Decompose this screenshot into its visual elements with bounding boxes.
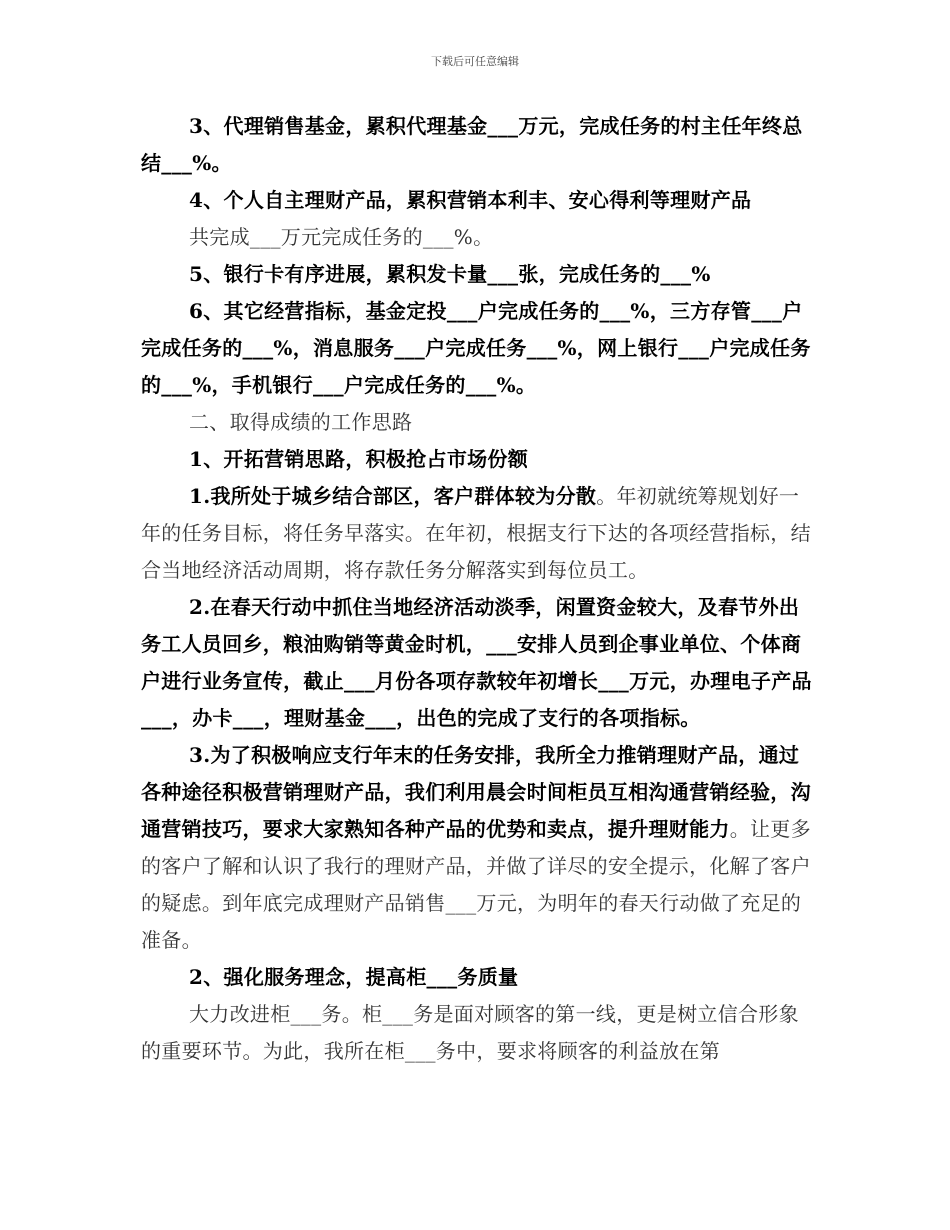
paragraph-text-bold: 1.我所处于城乡结合部区，客户群体较为分散 — [189, 484, 597, 508]
paragraph-point-3 — [141, 737, 813, 959]
heading-text: 2、强化服务理念，提高柜___务质量 — [189, 965, 519, 989]
heading-text: 1、开拓营销思路，积极抢占市场份额 — [189, 447, 529, 471]
paragraph-bank-cards — [141, 256, 813, 293]
heading-text: 二、取得成绩的工作思路 — [189, 410, 413, 434]
paragraph-text: 大力改进柜___务。柜___务是面对顾客的第一线，更是树立信合形象的重要环节。为此，我所在柜___务中，要求将顾客的利益放在第 — [141, 1002, 799, 1063]
paragraph-text: 4、个人自主理财产品，累积营销本利丰、安心得利等理财产品 — [189, 188, 752, 212]
paragraph-text: 共完成___万元完成任务的___%。 — [189, 225, 494, 249]
paragraph-text-normal: 。年初就统筹规划好一年的任务目标，将任务早落实。在年初，根据支行下达的各项经营指标，结合当地经济活动周期，将存款任务分解落实到每位员工。 — [141, 484, 811, 582]
paragraph-other-indicators — [141, 293, 813, 404]
paragraph-wealth-completion — [141, 219, 813, 256]
paragraph-fund-sales — [141, 108, 813, 182]
document-body — [141, 108, 813, 1070]
section-heading-work-ideas — [141, 404, 813, 441]
page-header: 下载后可任意编辑 — [431, 55, 519, 68]
paragraph-service-improvement — [141, 996, 813, 1070]
paragraph-text: 5、银行卡有序进展，累积发卡量___张，完成任务的___% — [189, 262, 711, 286]
paragraph-text-normal: 。让更多的客户了解和认识了我行的理财产品，并做了详尽的安全提示，化解了客户的疑虑。到年底完成理财产品销售___万元，为明年的春天行动做了充足的准备。 — [141, 817, 811, 952]
paragraph-point-2 — [141, 589, 813, 737]
paragraph-wealth-products — [141, 182, 813, 219]
subheading-service — [141, 959, 813, 996]
subheading-marketing — [141, 441, 813, 478]
paragraph-text-bold: 3.为了积极响应支行年末的任务安排，我所全力推销理财产品，通过各种途径积极营销理财产品，我们利用晨会时间柜员互相沟通营销经验，沟通营销技巧，要求大家熟知各种产品的优势和卖点，提升理财能力 — [141, 743, 811, 841]
paragraph-text: 6、其它经营指标，基金定投___户完成任务的___%，三方存管___户完成任务的___%，消息服务___户完成任务___%，网上银行___户完成任务的___%，手机银行___户完成任务的___%。 — [141, 299, 811, 397]
paragraph-point-1 — [141, 478, 813, 589]
paragraph-text: 2.在春天行动中抓住当地经济活动淡季，闲置资金较大，及春节外出务工人员回乡，粮油购销等黄金时机，___安排人员到企事业单位、个体商户进行业务宣传，截止___月份各项存款较年初增长___万元，办理电子产品___，办卡___，理财基金___，出色的完成了支行的各项指标。 — [141, 595, 812, 730]
paragraph-text: 3、代理销售基金，累积代理基金___万元，完成任务的村主任年终总结___%。 — [141, 114, 803, 175]
